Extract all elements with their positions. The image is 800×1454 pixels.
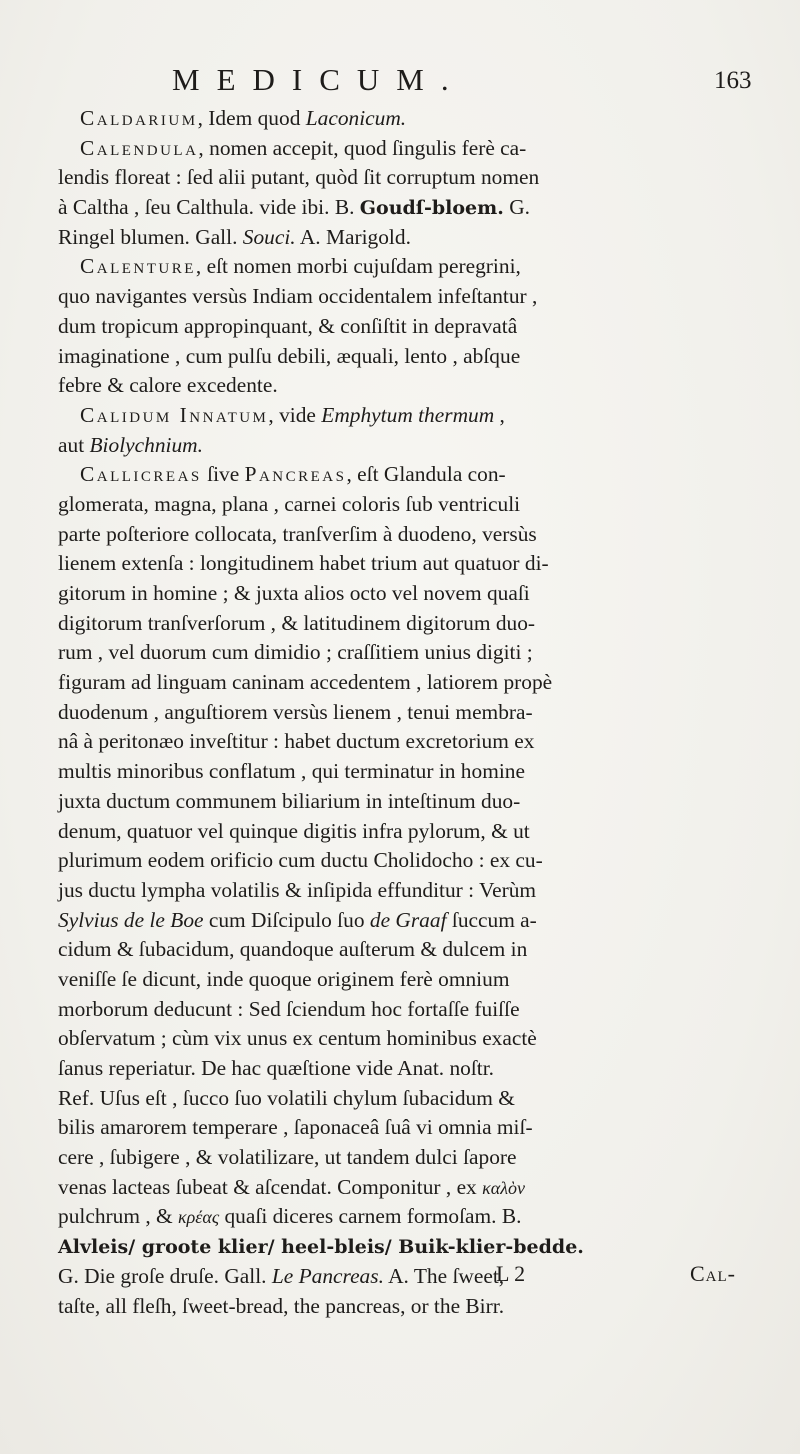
body-text: A. The ſweet, [383,1263,505,1288]
body-text: G. Die groſe druſe. Gall. [58,1263,272,1288]
entry-line [58,163,758,193]
body-text: quaſi diceres carnem formoſam. B. [219,1204,522,1229]
body-text: multis minoribus conflatum , qui terminatur in homine [58,759,525,784]
page-footer [0,1261,800,1293]
entry-line [58,935,758,965]
entry-line [58,1202,758,1232]
italic-text: de Graaf [369,907,447,932]
headword: Calendula [80,135,199,160]
body-text: figuram ad linguam caninam accedentem , latiorem propè [58,670,553,695]
dictionary-body [58,104,758,1321]
entry-line [58,609,758,639]
body-text: Ref. Uſus eſt , ſucco ſuo volatili chylum ſubacidum & [58,1085,515,1110]
body-text: aut [58,432,90,457]
entry-line [58,727,758,757]
italic-text: Souci. [242,224,296,249]
dictionary-entry [58,252,758,400]
body-text: pulchrum , & [58,1204,179,1229]
body-text: parte poſteriore collocata, tranſverſim à duodeno, versùs [58,521,537,546]
body-text: glomerata, magna, plana , carnei coloris ſub ventriculi [58,491,521,516]
entry-line [58,1143,758,1173]
entry-line [58,995,758,1025]
entry-line [58,431,758,461]
running-title: MEDICUM. [172,62,466,97]
entry-line [58,698,758,728]
entry-first-line [58,460,758,490]
headword: Caldarium [80,106,198,130]
body-text: juxta ductum communem biliarium in inteſtinum duo- [58,788,521,813]
body-text: imaginatione , cum pulſu debili, æquali, lento , abſque [58,343,521,368]
entry-first-line [58,252,758,282]
headword: Calenture [80,254,196,279]
blackletter-text: Goudſ-bloem. [359,197,504,220]
body-text: jus ductu lympha volatilis & inſipida effunditur : Verùm [58,877,537,902]
headword: Calidum Innatum [80,402,269,427]
body-text: , nomen accepit, quod ſingulis ferè ca- [198,135,527,160]
entry-line [58,1173,758,1203]
body-text: cidum & ſubacidum, quandoque auſterum & dulcem in [58,937,528,962]
entry-line [58,579,758,609]
body-text: à Caltha , ſeu Calthula. vide ibi. B. [58,195,360,220]
body-text: cere , ſubigere , & volatilizare, ut tandem dulci ſapore [58,1145,517,1170]
entry-line [58,757,758,787]
body-text: Ringel blumen. Gall. [58,224,243,249]
catchword: Cal- [690,1261,736,1286]
body-text: , [494,402,505,427]
body-text: digitorum tranſverſorum , & latitudinem digitorum duo- [58,610,536,635]
page-number: 163 [714,67,752,94]
entry-line [58,223,758,253]
body-text: febre & calore excedente. [58,373,278,398]
entry-line [58,965,758,995]
entry-line [58,193,758,223]
entry-line [58,787,758,817]
body-text: denum, quatuor vel quinque digitis infra pylorum, & ut [58,818,530,843]
body-text: ſuccum a- [446,907,537,932]
body-text: obſervatum ; cùm vix unus ex centum hominibus exactè [58,1026,537,1051]
entry-line [58,876,758,906]
body-text: , vide [268,402,322,427]
italic-text: Laconicum. [305,106,407,130]
signature-mark: L 2 [496,1261,526,1286]
headword: Pancreas [244,462,347,487]
entry-first-line [58,401,758,431]
italic-text: Sylvius de le Boe [58,907,204,932]
entry-line [58,371,758,401]
dictionary-entry [58,104,758,134]
dictionary-entry [58,460,758,1321]
greek-text: καλὸν [482,1177,525,1198]
body-text: quo navigantes versùs Indiam occidentalem infeſtantur , [58,284,538,309]
headword: Callicreas [80,462,202,487]
greek-text: κρέας [178,1207,220,1228]
body-text: lendis floreat : ſed alii putant, quòd ſit corruptum nomen [58,165,540,190]
entry-line [58,668,758,698]
body-text: plurimum eodem orificio cum ductu Cholidocho : ex cu- [58,848,543,873]
dictionary-entry [58,401,758,460]
entry-line [58,282,758,312]
entry-line [58,312,758,342]
italic-text: Le Pancreas. [271,1263,384,1288]
entry-first-line [58,104,758,134]
entry-line [58,906,758,936]
body-text: A. Marigold. [295,224,411,249]
body-text: , eſt nomen morbi cujuſdam peregrini, [195,254,521,279]
entry-line [58,1024,758,1054]
entry-line [58,342,758,372]
entry-line [58,817,758,847]
body-text: , eſt Glandula con- [346,462,506,487]
body-text: G. [503,195,530,220]
body-text: bilis amarorem temperare , ſaponaceâ ſuâ vi omnia miſ- [58,1115,533,1140]
entry-line [58,1292,758,1322]
entry-line [58,1054,758,1084]
body-text: , Idem quod [197,106,306,130]
entry-line [58,638,758,668]
italic-text: Emphytum thermum [321,402,495,427]
body-text: lienem extenſa : longitudinem habet trium aut quatuor di- [58,551,549,576]
body-text: morborum deducunt : Sed ſciendum hoc fortaſſe fuiſſe [58,996,520,1021]
body-text: ſive [201,462,245,487]
italic-text: Biolychnium. [89,432,203,457]
body-text: ſanus reperiatur. De hac quæſtione vide Anat. noſtr. [58,1056,495,1080]
body-text: duodenum , anguſtiorem versùs lienem , tenui membra- [58,699,533,724]
entry-line [58,1113,758,1143]
entry-line [58,490,758,520]
entry-line [58,549,758,579]
body-text: taſte, all fleſh, ſweet-bread, the pancreas, or the Birr. [58,1293,505,1318]
entry-line [58,1232,758,1262]
dictionary-entry [58,134,758,253]
body-text: venas lacteas ſubeat & aſcendat. Componitur , ex [58,1174,483,1199]
body-text: rum , vel duorum cum dimidio ; craſſitiem unius digiti ; [58,640,533,665]
body-text: gitorum in homine ; & juxta alios octo vel novem quaſi [58,581,530,605]
body-text: veniſſe ſe dicunt, inde quoque originem ferè omnium [58,966,510,991]
body-text: nâ à peritonæo inveſtitur : habet ductum excretorium ex [58,729,535,754]
entry-line [58,520,758,550]
page-header [0,62,800,102]
blackletter-text: Alvleis/ groote klier/ heel-bleis/ Buik-klier-bedde. [58,1236,584,1259]
entry-line [58,1084,758,1114]
entry-line [58,846,758,876]
body-text: dum tropicum appropinquant, & conſiſtit in depravatâ [58,313,518,338]
entry-first-line [58,134,758,164]
body-text: cum Diſcipulo ſuo [203,907,370,932]
